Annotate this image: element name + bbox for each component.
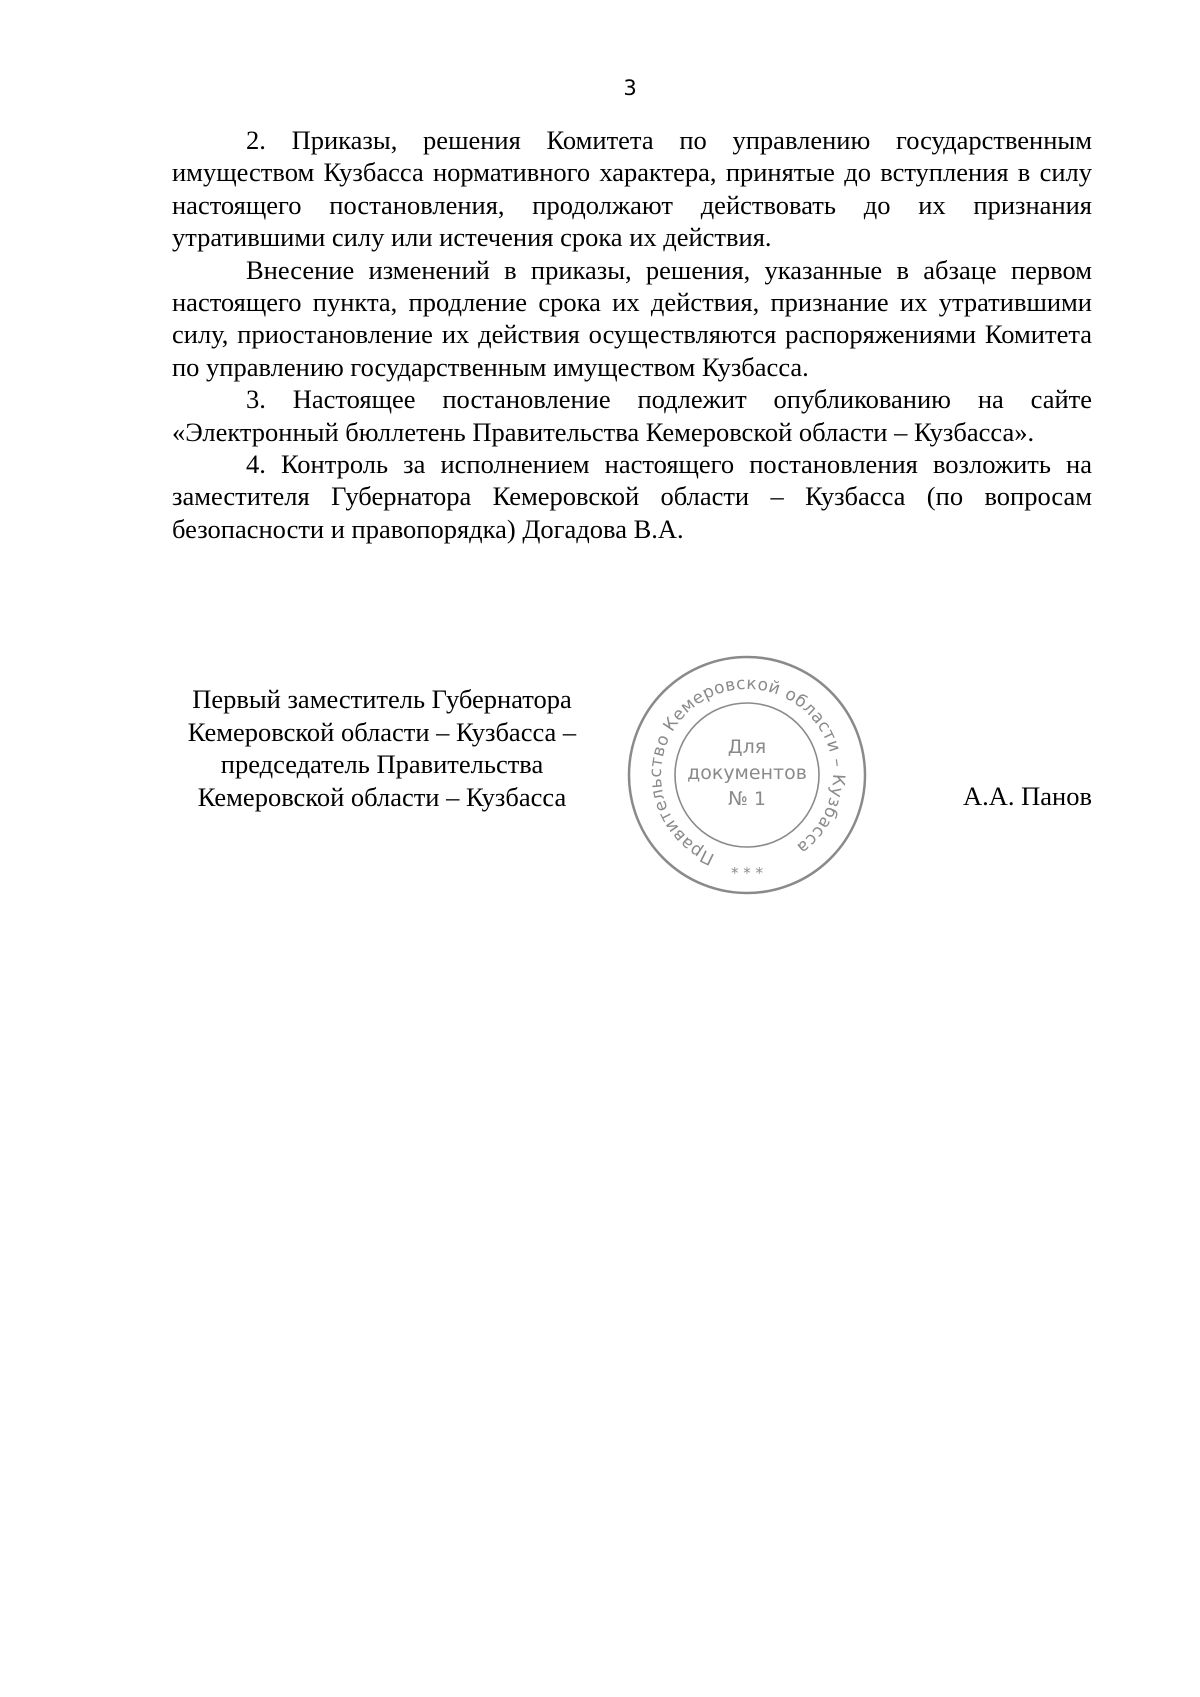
paragraph-clause-4: 4. Контроль за исполнением настоящего постановления возложить на заместителя Губернатора Кемеровской области – Кузбасса (по вопросам безопасности и правопорядка) Догадова В.А. [172,449,1092,544]
page-number: 3 [623,76,637,100]
signatory-position-line: Кемеровской области – Кузбасса – [187,716,577,747]
signatory-position-line: Кемеровской области – Кузбасса [197,781,567,812]
signer-name: А.А. Панов [963,781,1092,811]
document-body [172,124,1092,545]
paragraph-clause-2: 2. Приказы, решения Комитета по управлению государственным имуществом Кузбасса нормативного характера, принятые до вступления в силу настоящего постановления, продолжают действовать до их признания утратившими силу или истечения срока их действия. [172,125,1092,253]
stamp-center-line-1: Для [727,736,767,758]
signatory-position [172,683,592,813]
paragraph-clause-3: 3. Настоящее постановление подлежит опубликованию на сайте «Электронный бюллетень Правительства Кемеровской области – Кузбасса». [172,384,1092,447]
official-stamp [625,653,869,897]
stamp-center-line-3: № 1 [728,788,766,810]
stamp-center-line-2: документов [687,762,807,784]
signatory-position-line: председатель Правительства [220,749,544,779]
signatory-position-line: Первый заместитель Губернатора [192,684,572,714]
paragraph-clause-2-amendments: Внесение изменений в приказы, решения, указанные в абзаце первом настоящего пункта, продление срока их действия, признание их утратившими силу, приостановление их действия осуществляются распоряжениями Комитета по управлению государственным имуществом Кузбасса. [172,254,1092,382]
stamp-stars: * * * [730,864,764,882]
stamp-ring-text: Правительство Кемеровской области – Кузбасса [645,673,849,869]
